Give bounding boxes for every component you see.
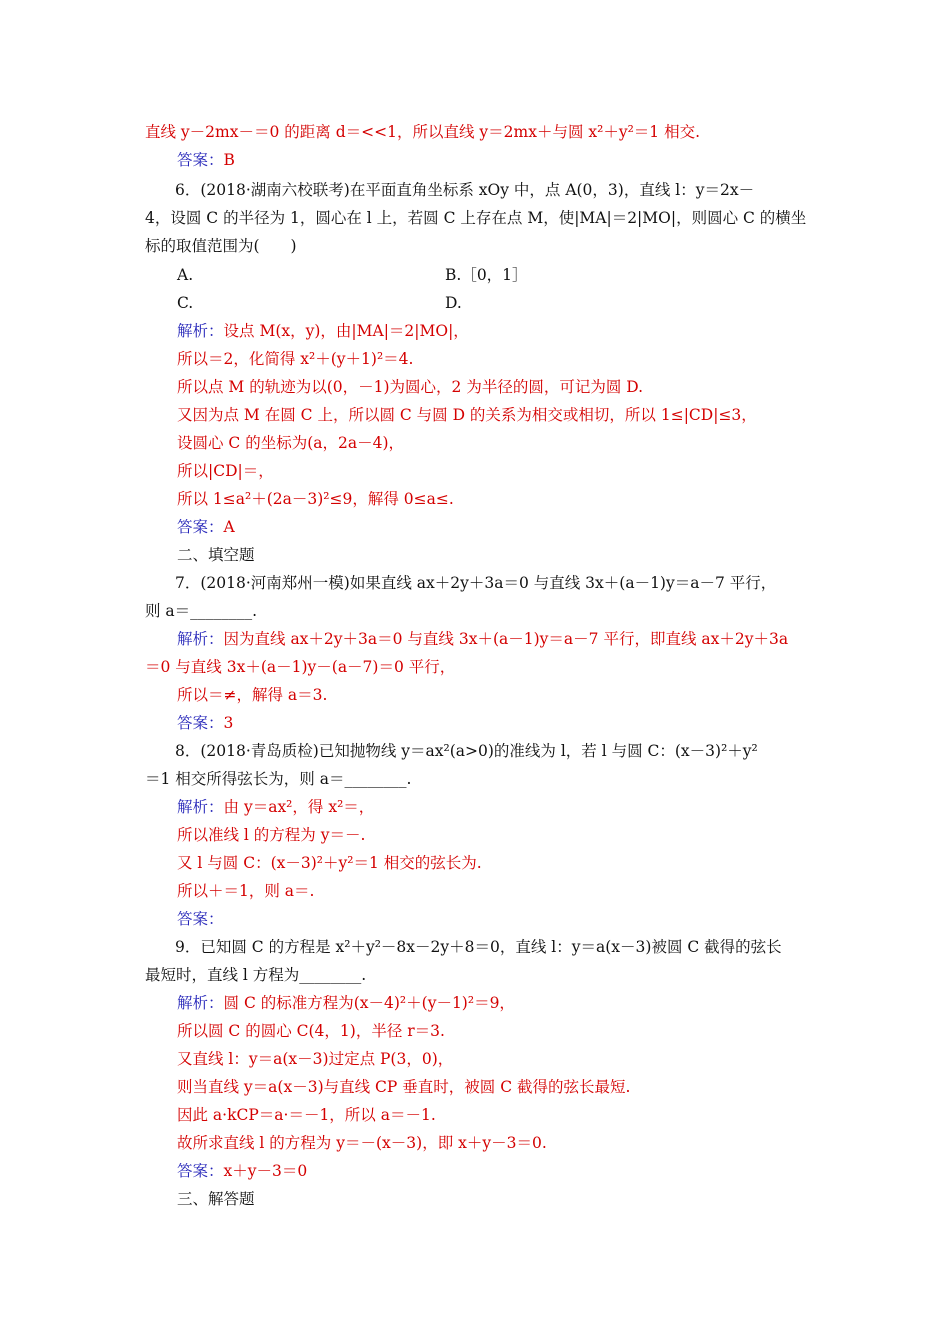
solution-line: 又因为点 M 在圆 C 上，所以圆 C 与圆 D 的关系为相交或相切，所以 1≤|CD|≤3， [177,406,757,424]
question-9-line-1: 9．已知圆 C 的方程是 x²＋y²－8x－2y＋8＝0，直线 l：y＝a(x－3)被圆 C 截得的弦长 [175,938,782,956]
question-8-line-1: 8．(2018·青岛质检)已知抛物线 y＝ax²(a>0)的准线为 l，若 l 与圆 C：(x－3)²＋y² [175,742,758,760]
solution-line: ＝0 与直线 3x＋(a－1)y－(a－7)＝0 平行， [145,658,456,676]
solution-label: 解析： [177,322,224,340]
answer-label: 答案： [177,518,224,536]
solution-line: 所以 1≤a²＋(2a－3)²≤9，解得 0≤a≤. [177,490,454,508]
solution-label: 解析： [177,994,224,1012]
section-heading: 三、解答题 [177,1190,255,1208]
section-heading: 二、填空题 [177,546,255,564]
question-6-line-2: 4，设圆 C 的半径为 1，圆心在 l 上，若圆 C 上存在点 M，使|MA|＝2|MO|，则圆心 C 的横坐 [145,209,807,227]
answer-line [177,1161,307,1181]
solution-line: 所以圆 C 的圆心 C(4，1)，半径 r＝3. [177,1022,445,1040]
question-7-line-2: 则 a＝________. [145,602,258,620]
solution-line: 则当直线 y＝a(x－3)与直线 CP 垂直时，被圆 C 截得的弦长最短. [177,1078,631,1096]
solution-text: 圆 C 的标准方程为(x－4)²＋(y－1)²＝9， [223,994,515,1012]
solution-line: 设圆心 C 的坐标为(a，2a－4)， [177,434,405,452]
solution-line: 所以点 M 的轨迹为以(0，－1)为圆心，2 为半径的圆，可记为圆 D. [177,378,644,396]
option-b: B.［0，1］ [445,266,528,284]
question-6-line-1: 6．(2018·湖南六校联考)在平面直角坐标系 xOy 中，点 A(0，3)，直线 l：y＝2x－ [175,181,755,199]
answer-value: x＋y－3＝0 [223,1162,308,1180]
answer-label: 答案： [177,910,224,928]
solution-text: 因为直线 ax＋2y＋3a＝0 与直线 3x＋(a－1)y＝a－7 平行，即直线 ax＋2y＋3a [223,630,789,648]
solution-line: 直线 y－2mx－＝0 的距离 d＝<<1，所以直线 y＝2mx＋与圆 x²＋y²＝1 相交. [145,123,701,141]
question-7-line-1: 7．(2018·河南郑州一模)如果直线 ax＋2y＋3a＝0 与直线 3x＋(a－1)y＝a－7 平行， [175,574,777,592]
solution-line: 所以准线 l 的方程为 y＝－. [177,826,366,844]
answer-label: 答案： [177,1162,224,1180]
question-6-line-3: 标的取值范围为( ) [145,237,297,255]
solution-line: 所以＝2，化简得 x²＋(y＋1)²＝4. [177,350,414,368]
solution-text: 设点 M(x，y)，由|MA|＝2|MO|， [223,322,469,340]
question-9-line-2: 最短时，直线 l 方程为________. [145,966,367,984]
question-8-line-2: ＝1 相交所得弦长为，则 a＝________. [145,770,412,788]
solution-label: 解析： [177,630,224,648]
answer-value: B [223,151,235,169]
solution-line: 又直线 l：y＝a(x－3)过定点 P(3，0)， [177,1050,454,1068]
answer-label: 答案： [177,714,224,732]
solution-text: 由 y＝ax²，得 x²＝， [223,798,375,816]
solution-line: 因此 a·kCP＝a·＝－1，所以 a＝－1. [177,1106,436,1124]
solution-line: 又 l 与圆 C：(x－3)²＋y²＝1 相交的弦长为. [177,854,482,872]
solution-line [177,993,515,1013]
solution-line: 所以＋＝1，则 a＝. [177,882,315,900]
solution-line [177,797,374,817]
answer-label: 答案： [177,151,224,169]
answer-line [177,517,235,537]
solution-line: 所以＝≠，解得 a＝3. [177,686,328,704]
answer-line [177,713,233,733]
solution-line [177,321,469,341]
answer-value: 3 [223,714,234,732]
answer-line [177,150,235,170]
solution-line: 所以|CD|＝， [177,462,274,480]
answer-value: A [223,518,235,536]
solution-line [177,629,788,649]
option-a: A. [177,266,194,284]
option-c: C. [177,294,194,312]
solution-label: 解析： [177,798,224,816]
option-d: D. [445,294,462,312]
solution-line: 故所求直线 l 的方程为 y＝－(x－3)，即 x＋y－3＝0. [177,1134,547,1152]
